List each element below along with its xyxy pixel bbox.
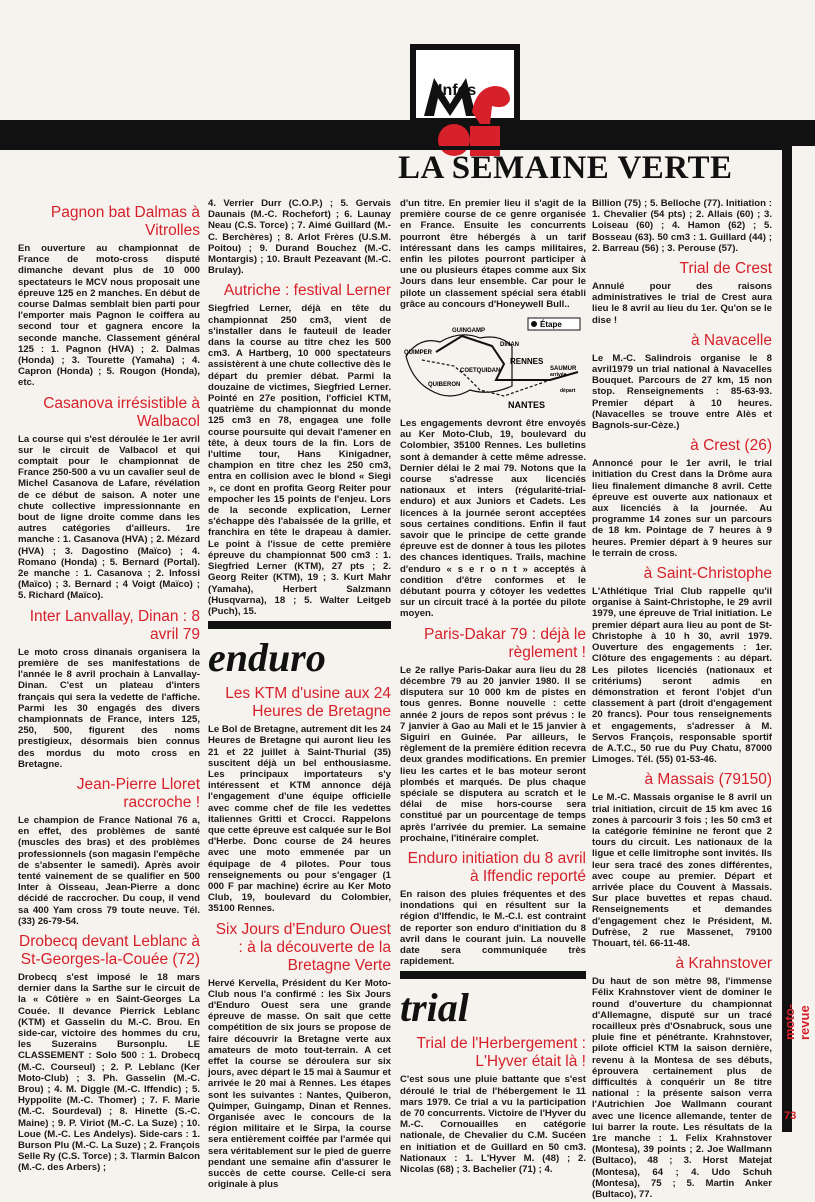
header-band <box>0 120 815 146</box>
headline-walbacol: Casanova irrésistible à Walbacol <box>43 394 200 430</box>
article-navacelle: Le M.-C. Salindrois organise le 8 avril1979 un trial national à Navacelles Bouquet. Parcours de 27 km, 15 non stop. Renseignements : 85-63-93. Premier départ à 10 heures. (Navacelles se trouve entre Alès et Bagnols-sur-Cèze.) <box>592 352 772 432</box>
headline-drobecq: Drobecq devant Leblanc à St-Georges-la-Couée (72) <box>19 932 200 968</box>
article-walbacol: La course qui s'est déroulée le 1er avril sur le circuit de Valbacol et qui comptait pour le championnat de France 250-500 a vu un cavalier seul de Michel Casanova de Lafare, révélation de ce début de saison. A noter une chute collective impressionnante en bout de ligne droite comme dans les autres catégories d'ailleurs. 1re manche : 1. Casanova (HVA) ; 2. Mézard (HVA) ; 3. Dagostino (Maïco) ; 4. Romano (Honda) ; 5. Bernard (Portal). 2e manche : 1. Casanova ; 2. Infossi (Maïco) ; 3. Bernard ; 4 Voigt (Maïco) ; 5. Richard (Maïco). <box>18 433 200 602</box>
headline-autriche: Autriche : festival Lerner <box>223 282 391 300</box>
article-six-jours: Hervé Kervella, Président du Ker Moto-Club nous l'a confirmé : les Six Jours d'Enduro Ouest sera une grande épreuve de masse. On sait que cette compétition de six jours se propose de faire découvrir la Bretagne verte aux amateurs de moto tout-terrain. A cet effet la course se déroulera sur six jours, avec départ le 15 mai à Saumur et arrivée le 20 mai à Rennes. Les étapes sont les suivantes : Nantes, Quiberon, Quimper, Guingamp, Dinan et Rennes. Organisée avec le concours de la région militaire et le Sirpa, la course sera entièrement coiffée par l'armée qui sera véritablement sur le pied de guerre pendant une semaine afin d'assurer le succès de cette course. Celle-ci sera originale à plus <box>208 977 391 1191</box>
article-crest-26: Annoncé pour le 1er avril, le trial initiation du Crest dans la Drôme aura lieu finalement dimanche 8 avril. Cette épreuve est ouverte aux nationaux et aux licenciés à la journée. Au programme 14 zones sur un parcours de 18 km. Pointage de 7 heures à 9 heures. Premier départ à 9 heures sur le terrain de cross. <box>592 458 772 559</box>
page-number: 73 <box>784 1110 797 1122</box>
headline-lloret: Jean-Pierre Lloret raccroche ! <box>76 775 200 811</box>
map-label-rennes: RENNES <box>510 357 544 367</box>
category-bar <box>208 621 391 629</box>
headline-vitrolles: Pagnon bat Dalmas à Vitrolles <box>50 204 200 239</box>
headline-ktm: Les KTM d'usine aux 24 Heures de Bretagne <box>225 685 391 721</box>
article-massais: Le M.-C. Massais organise le 8 avril un trial initiation, circuit de 15 km avec 16 zones à parcourir 3 fois ; les 50 cm3 et la catégorie féminine ne feront que 2 tours du circuit. Les nationaux de la ligue et celle limitrophe sont invités. Ils leur sera tracé des zones différentes, avec coupe au premier. Départ et arrivée place du Couvent à Massais. Sur place buvettes et repas chaud. Renseignements et demandes d'engagement chez le Président, M. Dufrèse, 2 rue Massenet, 79100 Thouart, tél. 66-11-48. <box>592 792 772 949</box>
article-saint-christophe: L'Athlétique Trial Club rappelle qu'il organise à Saint-Christophe, le 29 avril 1979, une épreuve de Trial initiation. Le premier départ aura lieu au pont de St-Christophe à 10 h 30, avril 1979. Ouverture des engagements : 1er. Clôture des engagements : au départ. Les pilotes licenciés (nationaux et critériums) seront admis en démonstration et feront l'objet d'un classement à part (droit d'engagement 20 francs). Pour tous renseignements et engagements, s'adresser à M. Servos François, responsable sportif de A.T.C., 50 rue du Puy Chatu, 87000 Limoges. Tél. (55) 01-53-46. <box>592 586 772 766</box>
headline-krahnstover: à Krahnstover <box>675 955 772 973</box>
article-continued: 4. Verrier Durr (C.O.P.) ; 5. Gervais Daunais (M.-C. Rochefort) ; 6. Launay Neau (C.S. Torce) ; 7. Aimé Guillard (M.-C. Berchères) ; 8. Arlot Frères (U.S.M. Poitou) ; 9. Durand Bouchez (M.-C. Montargis) ; 10. Brault Pezeavant (M.-C. Brulay). <box>208 198 391 277</box>
headline-lanvallay: Inter Lanvallay, Dinan : 8 avril 79 <box>29 607 200 643</box>
magazine-name: moto-revue <box>782 1003 812 1040</box>
column-3 <box>400 198 586 1177</box>
headline-paris-dakar: Paris-Dakar 79 : déjà le règlement ! <box>424 625 586 661</box>
headline-saint-christophe: à Saint-Christophe <box>643 565 772 583</box>
column-1 <box>18 198 200 1176</box>
article-vitrolles: En ouverture au championnat de France de moto-cross disputé dimanche devant plus de 10 000 spectateurs le MCV nous proposait une épreuve 125 en 2 manches. En début de course Dalmas semblait bien parti pour l'emporter mais Pagnon le coiffera au second tour et gagnera encore la seconde manche. Classement général 125 : 1. Pagnon (HVA) ; 2. Dalmas (Honda) ; 3. Tourette (Yamaha) ; 4. Capron (Honda) ; 5. Rougon (Honda), etc. <box>18 243 200 389</box>
map-label-quiberon: QUIBERON <box>428 382 461 389</box>
map-label-depart: départ <box>560 388 576 395</box>
headline-crest-26: à Crest (26) <box>690 437 772 455</box>
page-title: LA SEMAINE VERTE <box>398 150 733 186</box>
article-herbergement: C'est sous une pluie battante que s'est déroulé le trial de l'hébergement le 11 mars 1979. Ce trial a vu la participation de 70 concurrents. Victoire de l'Hyver du M.-C. Cornouailles en catégorie nationale, de Chevalier du C.M. Sucéen en initiation et de Guillard en 50 cm3. Nationaux : 1. L'Hyver M. (48) ; 2. Nicolas (68) ; 3. Bachelier (71) ; 4. <box>400 1074 586 1175</box>
article-paris-dakar: Le 2e rallye Paris-Dakar aura lieu du 28 décembre 79 au 20 janvier 1980. Il se disputera sur 10 000 km de pistes en tous genres. Bonne nouvelle : cette année 2 jours de repos sont prévus : le 7 janvier à Gao au Mali et le 15 janvier à Siguiri en Guinée. Par ailleurs, le règlement de la première édition recevra deux grandes modifications. En premier lieu les cartes et le bas moteur seront plombés et marqués. De plus chaque spéciale se disputera au scratch et le délai de mise hors-course sera constitué par un pourcentage de temps après l'arrivée du premier. La semaine prochaine, l'itinéraire complet. <box>400 664 586 844</box>
map-label-nantes: NANTES <box>508 400 546 411</box>
map-label-dinan: DINAN <box>500 342 519 349</box>
headline-herbergement: Trial de l'Herbergement : L'Hyver était là ! <box>416 1035 586 1071</box>
article-drobecq: Drobecq s'est imposé le 18 mars dernier dans la Sarthe sur le circuit de la « Côtière » en Saint-Georges La Couée. Il devance Pierrick Leblanc (KTM) et Gasselin du M.-C. Brou. En side-car, victoire des hommes du cru, les Suzerains Bursonplu. LE CLASSEMENT : Solo 500 : 1. Drobecq (M.-C. Courseul) ; 2. P. Leblanc (Ker Moto-Club) ; 3. Ph. Gasselin (M.-C. Brou) ; 4. M. Diggle (M.-C. Iffendic) ; 5. Hyppolite (M.-C. Thomer) ; 7. F. Marie (M.-C. Sourdeval) ; 8. Hinette (S.-C. Maine) ; 9. P. Viriot (M.-C. La Suze) ; 10. Loue (M.-C. Les Andelys). Side-cars : 1. Burson Plu (M.-C. La Suze) ; 2. François Selle Ry (C.S. Torce) ; 3. Tlarmin Balcon (M.-C. des Arbers) ; <box>18 971 200 1174</box>
headline-iffendic: Enduro initiation du 8 avril à Iffendic reporté <box>407 849 586 885</box>
headline-navacelle: à Navacelle <box>691 331 772 349</box>
article-lloret: Le champion de France National 76 a, en effet, des problèmes de santé (muscles des bras) et des problèmes professionnels (son magasin l'empêche de s'absenter le samedi). Après avoir tenté vainement de se qualifier en 500 Inter à Oisseau, Jean-Pierre a donc décidé de raccrocher. Du coup, il vend sa 400 Yam cross 79 toute neuve. Tél. (33) 26-79-54. <box>18 814 200 927</box>
article-lanvallay: Le moto cross dinanais organisera la première de ses manifestations de l'année le 8 avril prochain à Lanvallay-Dinan. C'est un plateau d'inters français qui sera la vedette de l'affiche. Parmi les 30 engagés des divers championnats de France, inters 125, 250, 500, figurent des noms prestigieux, désormais bien connus des mordus du moto cross en Bretagne. <box>18 646 200 770</box>
article-autriche: Siegfried Lerner, déjà en tête du championnat 250 cm3, vient de s'installer dans le fauteuil de leader dans la course au titre chez les 500 cm3. A Hartberg, 10 000 spectateurs assistèrent à une chute collective dès le départ du premier débat. Parmi la douzaine de victimes, Siegfried Lerner. Pointé en 27e position, l'officiel KTM, quatrième du championnat du monde 125 cm3 en 78, engagea une folle course poursuite qui devait l'amener en tête, à deux tours de la fin. Lors de l'ultime tour, Hans Kinigadner, champion en titre chez les 250 cm3, entra en collision avec le blond « Siegi », ce dont en profita Georg Reiter pour empocher les 15 points de l'enjeu. Lors de la seconde explication, Lerner s'échappe dès l'abaissée de la grille, et franchira en tête le drapeau à damier. Le point à l'issue de cette première épreuve du championnat 500 cm3 : 1. Siegfried Lerner (KTM), 27 pts ; 2. Georg Reiter (KTM), 19 ; 3. Kurt Mahr (Yamaha), Herbert Salzmann (Husqvarna), 18 ; 5. Walter Leitgeb (Puch), 15. <box>208 303 391 617</box>
column-4 <box>592 198 772 1202</box>
category-trial: trial <box>400 985 469 1031</box>
headline-six-jours: Six Jours d'Enduro Ouest : à la découverte de la Bretagne Verte <box>215 920 391 974</box>
article-iffendic: En raison des pluies fréquentes et des inondations qui en résultent sur la région d'Iffendic, le M.-C.I. est contraint de reporter son enduro d'initiation du 8 avril dans le courant juin. La nouvelle date sera communiquée très rapidement. <box>400 888 586 968</box>
article-krahnstover: Du haut de son mètre 98, l'immense Félix Krahnstover vient de dominer le round d'ouverture du championnat d'Allemagne, disputé sur un tracé rocailleux près d'Osnabruck, sous une pluie fine et pénétrante. Krahnstover, pilote officiel KTM la saison dernière, revenu à la Montesa de ses débuts, éprouvera certainement plus de difficultés à conquérir un 8e titre national : la présente saison verra l'Autrichien Joe Wallmann courant avec une licence allemande, tenter de lui barrer la route. Les résultats de la 1re manche : 1. Felix Krahnstover (Montesa), 39 points ; 2. Joe Wallmann (Bultaco), 48 ; 3. Horst Matejat (Montesa), 64 ; 4. Udo Schuh (Montesa), 75 ; 5. Martin Anker (Bultaco), 77. <box>592 976 772 1201</box>
category-bar <box>400 971 586 979</box>
route-map <box>400 316 586 412</box>
article-continued: d'un titre. En premier lieu il s'agit de la première course de ce genre organisée en France. Ensuite les concurrents pourront être hébergés à un tarif intéressant dans les camps militaires, enfin les pilotes pourront participer à une ou plusieurs étapes comme aux Six Jours dans leur ensemble. Car pour le pilote un classement spécial sera établi grâce au concours d'Honeywell Bull.. <box>400 198 586 310</box>
article-crest-trial: Annulé pour des raisons administratives le trial de Crest aura lieu le 8 avril au lieu du 1er. Qu'on se le dise ! <box>592 281 772 326</box>
map-label-quimper: QUIMPER <box>404 350 433 357</box>
article-continued: Billion (75) ; 5. Belloche (77). Initiation : 1. Chevalier (54 pts) ; 2. Allais (60) ; 3. Loiseau (60) ; 4. Hamon (62) ; 5. Bosseau (63). 50 cm3 : 1. Guillard (44) ; 2. Barreau (56) ; 3. Perouse (57). <box>592 198 772 254</box>
headline-massais: à Massais (79150) <box>644 771 772 789</box>
headline-crest-trial: Trial de Crest <box>679 260 772 278</box>
article-six-jours-continued: Les engagements devront être envoyés au Ker Moto-Club, 19, boulevard du Colombier, 35100 Rennes. Les bulletins sont à demander à cette même adresse. Dernier délai le 2 mai 79. Notons que la course s'adresse aux licenciés nationaux et inters (régularité-trial-enduro) et aux Juniors et Cadets. Les licences à la journée seront acceptées sous certaines conditions. Enfin il faut savoir que le principe de cette grande épreuve est de donner à tous les pilotes des chances identiques. Trails, machine d'enduro « s e r o n t » acceptés à condition d'être conformes et le débutant pourra y côtoyer les vedettes sur un circuit tracé à la portée du pilote moyen. <box>400 418 586 620</box>
map-label-coetquidan: COETQUIDAN <box>460 368 501 375</box>
category-enduro: enduro <box>208 635 326 681</box>
logo-infos-label: Infos <box>438 82 477 99</box>
map-label-guingamp: GUINGAMP <box>452 328 485 335</box>
map-legend-etape: Étape <box>540 320 562 330</box>
column-2 <box>208 198 391 1192</box>
article-ktm: Le Bol de Bretagne, autrement dit les 24 Heures de Bretagne qui auront lieu les 21 et 22 juillet à Saint-Thurial (35) suscitent déjà un bel enthousiasme. Les principaux importateurs s'y intéressent et KTM annonce déjà l'engagement d'une équipe officielle avec comme chef de file les vedettes italiennes Gritti et Crocci. Rappelons que cette épreuve est calquée sur le Bol d'Herbe. Donc course de 24 heures avec une moto emmenée par un équipage de 4 pilotes. Pour tous renseignements ou pour s'engager (1 000 F par machine) écrire au Ker Moto Club, 19, boulevard du Colombier, 35100 Rennes. <box>208 724 391 915</box>
map-label-saumur: SAUMUR <box>550 366 577 373</box>
map-label-arrivee: arrivée <box>550 372 567 379</box>
